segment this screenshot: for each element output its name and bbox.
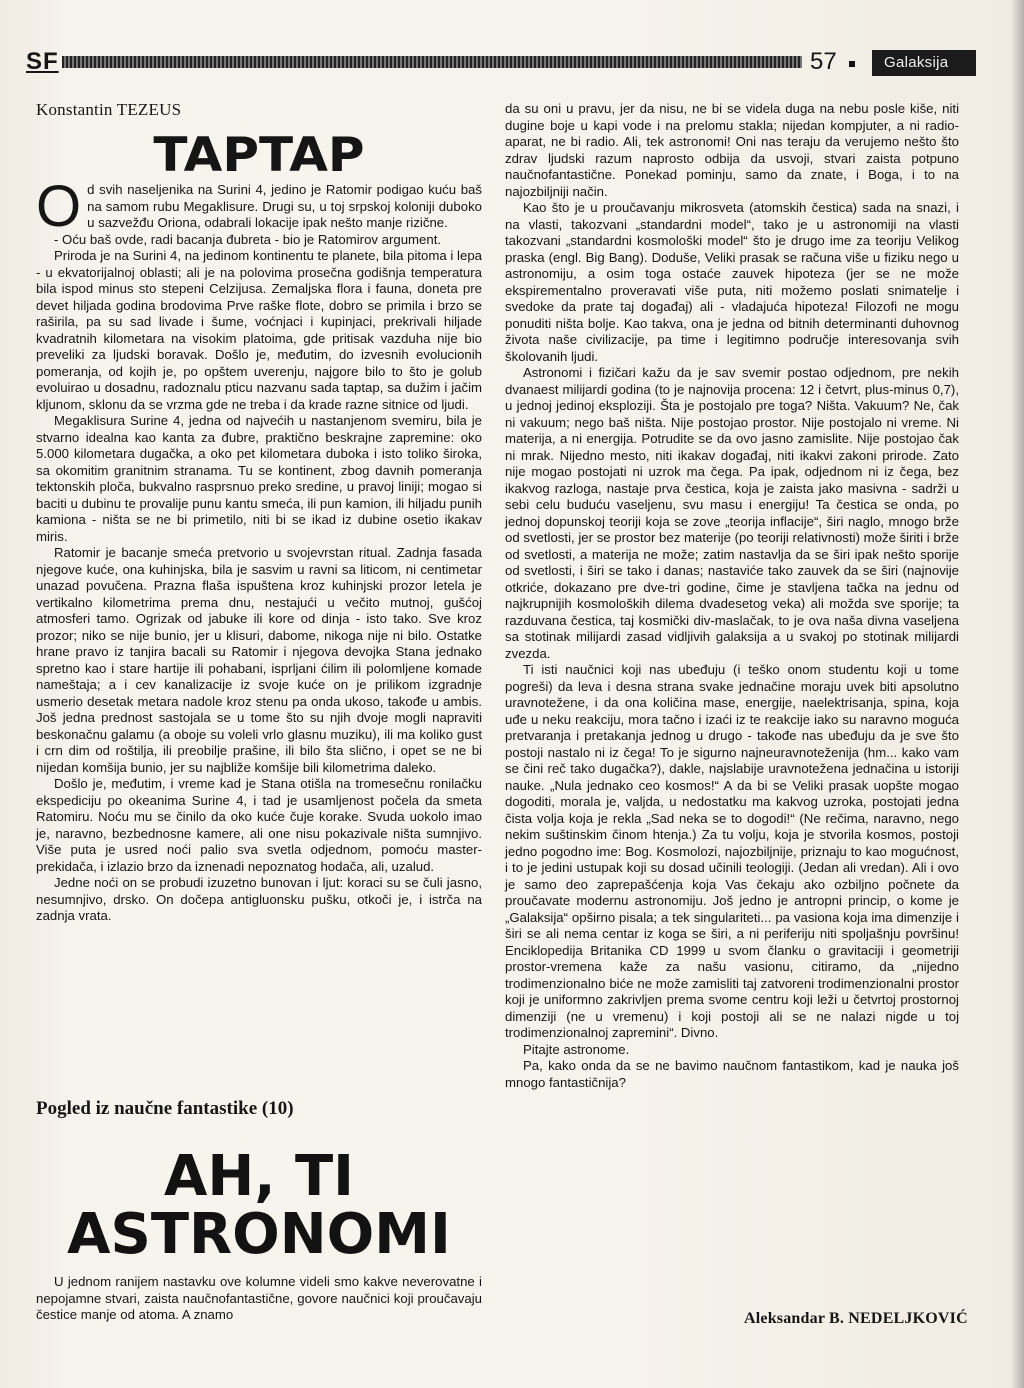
magazine-name-badge: Galaksija bbox=[872, 50, 976, 76]
essay-signature: Aleksandar B. NEDELJKOVIĆ bbox=[744, 1310, 968, 1327]
essay-title-line: AH, TI bbox=[163, 1144, 354, 1209]
header-hatch-rule bbox=[62, 56, 802, 68]
story-paragraph: Jedne noći on se probudi izuzetno bunovan i ljut: koraci su se čuli jasno, nesumnjivo, drsko. On dočepa antigluonsku pušku, otkoči je, i istrča na zadnja vrata. bbox=[36, 875, 482, 923]
drop-cap: O bbox=[36, 174, 82, 239]
essay-paragraph: Ti isti naučnici koji nas ubeđuju (i teško onom studentu koji u tome pogreši) da leva i desna strana svake jednačine moraju uvek biti apsolutno uravnotežene, i da ona količina mase, energije, naelektrisanja, spina, koja uđe u neku reakciju, mora tačno i izaći iz te reakcije iako su naravno moguća pretvaranja i pretakanja jednog u drugo - takođe nas ubeđuju da je sve što postoji nastalo ni iz čega! To je sigurno najneuravnoteženija (hm... kako vam se čini reč tako dugačka?), dakle, najslabije uravnotežena jednačina u istoriji nauke. „Nula jednako ceo kosmos!“ A da bi se Veliki prasak uopšte mogao dogoditi, morala je, valjda, u nedostatku ma kakvog uzroka, postojati jedna čista volja koja je rekla „Sad neka se to dogodi!“ (Ne rečima, naravno, nego nekim suštinskim činom htenja.) Za tu volju, koja je stvorila kosmos, postoji jedno pogodno ime: Bog. Kosmolozi, najozbiljnije, priznaju to kao mogućnost, i to je jedini ustupak koji su dosad učinili teologiji. (Jedan ali vredan). Ali i ovo je samo deo zaprepašćenja koja Vas čekaju ako ozbiljno počnete da proučavate modernu astronomiju. Još jedno je antropni princip, o kome je „Galaksija“ opširno pisala; a tek singulariteti... pa vasiona koja ima dimenzije i širi se ali nema centar iz koga se širi, a ni periferiju niti spoljašnju površinu! Enciklopedija Britanika CD 1999 u svom članku o gravitaciji i geometriji prostor-vremena kaže za našu vasionu, citiramo, da „nijedno trodimenzionalno biće ne može zamisliti taj zatvoreni trodimenzionalni prostor koji je uniformno zakrivljen prema svome centru koji leži u četvrtoj prostornoj dimenziji (ne u vremenu) i koji postoji ali se ne nalazi nigde u toj trodimenzionalnoj zapremini“. Divno. bbox=[505, 662, 959, 1040]
story-column bbox=[36, 174, 482, 925]
first-paragraph-text: d svih naseljenika na Surini 4, jedino je Ratomir podigao kuću baš na samom rubu Megaklisure. Drugi su, u toj srpskoj koloniji duboko u sazvežđu Oriona, odabrali lokacije ipak nešto manje rizične. bbox=[87, 182, 482, 230]
essay-continued-paragraph: da su oni u pravu, jer da nisu, ne bi se videla duga na nebu posle kiše, niti dugine boje u kapi vode i na prelomu stakla; nijedan kompjuter, a ni radio-aparat, ne bi radio. Ali, tek astronomi! Oni nas teraju da verujemo nešto što zdrav ljudski razum naprosto odbija da usvoji, stvari zaista potpuno naučnofantastične. Ponekad pominju, samo da znate, i Boga, i to na najozbiljniji način. bbox=[505, 101, 959, 199]
essay-paragraph: Astronomi i fizičari kažu da je sav svemir postao odjednom, pre nekih dvanaest milijardi godina (to je najnovija procena: 12 i četvrt, plus-minus 0,7), u jednoj jedinoj eksploziji. Šta je postojalo pre toga? Ništa. Vakuum? Ne, čak ni vakuum; nego baš ništa. Nije postojao prostor. Nije postojalo ni vreme. Ni materija, a ni energija. Potrudite se da ovo jasno zamislite. Nije postojao čak ni mrak. Nijedno mesto, niti ikakav događaj, niti ikakvi zakoni prirode. Zato nije mogao postojati ni uzrok ma čega. Pa ipak, odjednom ni iz čega, bez ikakvog razloga, nastaje prva čestica, koja je zaista jako masivna - sadrži u sebi celu buduću vaseljenu, svu masu i energiju! Ta čestica se onda, po jednoj dopunskoj teoriji koja se zove „teorija inflacije“, širi naglo, mnogo brže od svetlosti, jer se prostor bez materije (po teoriji relativnosti) može širiti i brže od svetlosti, a materija ne može; zatim nastavlja da se širi ipak nešto sporije od svetlosti, i širi se tako i danas; nastaviće tako zauvek da se širi (najnovije otkriće, dokazano pre dve-tri godine, čime je stavljena tačka na jednu od najkrupnijih kosmoloških dilema dvadesetog veka) ali možda sve sporije; ta razduvana čestica, taj kosmički div-maslačak, to je ova naša divna vaseljena sa stotinak milijardi zasad vidljivih galaksija a u svakoj po stotinak milijardi zvezda. bbox=[505, 365, 959, 661]
essay-title-line: ASTRONOMI bbox=[67, 1202, 451, 1267]
essay-paragraph: Pa, kako onda da se ne bavimo naučnom fantastikom, kad je nauka još mnogo fantastičnija? bbox=[505, 1058, 959, 1090]
essay-paragraph: Pitajte astronome. bbox=[523, 1041, 630, 1057]
essay-column bbox=[505, 101, 959, 1091]
story-paragraph: Megaklisura Surine 4, jedna od najvećih u nastanjenom svemiru, bila je stvarno idealna kao kanta za đubre, praktično beskrajne zapremine: oko 5.000 kilometara dugačka, a oko pet kilometara duboka i isto toliko široka, sa okomitim granitnim stranama. Tu se kontinent, zbog davnih pomeranja tektonskih ploča, bukvalno rasprsnuo preko sredine, u pravoj liniji; mogao si baciti u dubinu te provalije punu kantu smeća, ili pun kamion, ili hiljadu punih kamiona - ništa se ne bi primetilo, niti bi se ikad iz dubine osetio ikakav miris. bbox=[36, 413, 482, 544]
section-label: SF bbox=[26, 48, 59, 75]
page-number: 57 bbox=[810, 48, 837, 75]
essay-paragraph: Kao što je u proučavanju mikrosveta (atomskih čestica) sada na snazi, i na vlasti, takozvani „standardni model“, tako je u astronomiji na vlasti takozvani „standardni kosmološki model“ što je drugo ime za teoriju Velikog praska (engl. Big Bang). Doduše, Veliki prasak se računa više u fiziku nego u astronomiju, a osim toga ostaće zauvek hipoteza (jer se ne može ekspirementalno proveravati više puta, niti možemo poslati snimatelje i svedoke da prate taj događaj) ali - vladajuća hipoteza! Filozofi ne mogu ponuditi ništa bolje. Kao takva, ona je jedna od bitnih determinanti duhovnog života naše civilizacije, pa time i legitimno područje interesovanja svih školovanih ljudi. bbox=[505, 200, 959, 364]
page-edge-shadow bbox=[1010, 0, 1024, 1388]
article-author: Konstantin TEZEUS bbox=[36, 100, 182, 119]
essay-intro-paragraph: U jednom ranijem nastavku ove kolumne videli smo kakve neverovatne i nepojamne stvari, zaista naučnofantastične, govore naučnici koji proučavaju čestice manje od atoma. A znamo bbox=[36, 1274, 482, 1322]
square-bullet-icon bbox=[849, 61, 855, 67]
story-paragraph: - Oću baš ovde, radi bacanja đubreta - bio je Ratomirov argument. bbox=[54, 231, 442, 247]
essay-title bbox=[36, 1144, 482, 1267]
story-paragraph: Priroda je na Surini 4, na jedinom kontinentu te planete, bila pitoma i lepa - u ekvatorijalnoj oblasti; ali je na polovima prosečna godišnja temperatura bila ispod minus sto stepeni Celzijusa. Zemaljska flora i fauna, doneta pre devet hiljada godina brodovima Prve raške flote, dobro se primila i brzo se raširila, pa su sad livade i šume, voćnjaci i kupinjaci, prekrivali hiljade kvadratnih kilometara na visokim platoima, gde pritisak vazduha nije bio preveliki za ljudski boravak. Došlo je, međutim, do izvesnih evolucionih pomeranja, od kojih je, po opštem uverenju, najgore bilo to što je golub evoluirao u dosadnu, radoznalu pticu nazvanu sada taptap, sa dužim i jačim kljunom, sklonu da se vrzma gde ne treba i da krade razne sitnice od ljudi. bbox=[36, 248, 482, 412]
story-paragraph: Ratomir je bacanje smeća pretvorio u svojevrstan ritual. Zadnja fasada njegove kuće, ona kuhinjska, bila je sasvim u ravni sa liticom, ni centimetar unazad povučena. Prazna flaša ispuštena kroz kuhinjski prozor letela je vertikalno kilometrima prema dnu, nestajući u večito mutnoj, gušćoj atmosferi tamo. Ogrizak od jabuke ili kore od dinja - isto tako. Sve kroz prozor; niko se nije bunio, jer u klisuri, dabome, nikoga nije ni bilo. Ostatke hrane pravo iz tanjira bacali su Ratomir i njegova devojka Stana jednako spretno kao i stare hartije ili pohabani, isprljani ćilim ili polomljene komade nameštaja; a i cev kanalizacije iz svoje kuće on je prilikom izgradnje usmerio desetak metara nadole kroz stenu pa onda ukoso, takođe u ambis. Još jedna prednost sastojala se u tome što su njih dvoje mogli napraviti beskonačnu galamu (a oboje su voleli vrlo glasnu muziku), ili ma koliko gust i crn dim od roštilja, ili preobilje prašine, ili bilo šta slično, i opet se ne bi nijedan komšija bunio, jer su najbliže komšije bili kilometrima daleko. bbox=[36, 545, 482, 775]
story-title: TAPTAP bbox=[153, 127, 365, 183]
story-paragraph: Došlo je, međutim, i vreme kad je Stana otišla na tromesečnu ronilačku ekspediciju po okeanima Surine 4, i tad je usamljenost počela da smeta Ratomiru. Noću mu se činilo da oko kuće čuje korake. Svuda uokolo imao je, naravno, bezbednosne kamere, ali one nisu pokazivale ništa sumnjivo. Više puta je usred noći palio sva svetla odjednom, pomoću master-prekidača, i izlazio brzo da iznenadi nepoznatog hodača, ali, uzalud. bbox=[36, 776, 482, 874]
page-header-bar bbox=[20, 44, 960, 84]
essay-intro-column bbox=[36, 1274, 482, 1324]
column-series-heading: Pogled iz naučne fantastike (10) bbox=[36, 1098, 294, 1119]
